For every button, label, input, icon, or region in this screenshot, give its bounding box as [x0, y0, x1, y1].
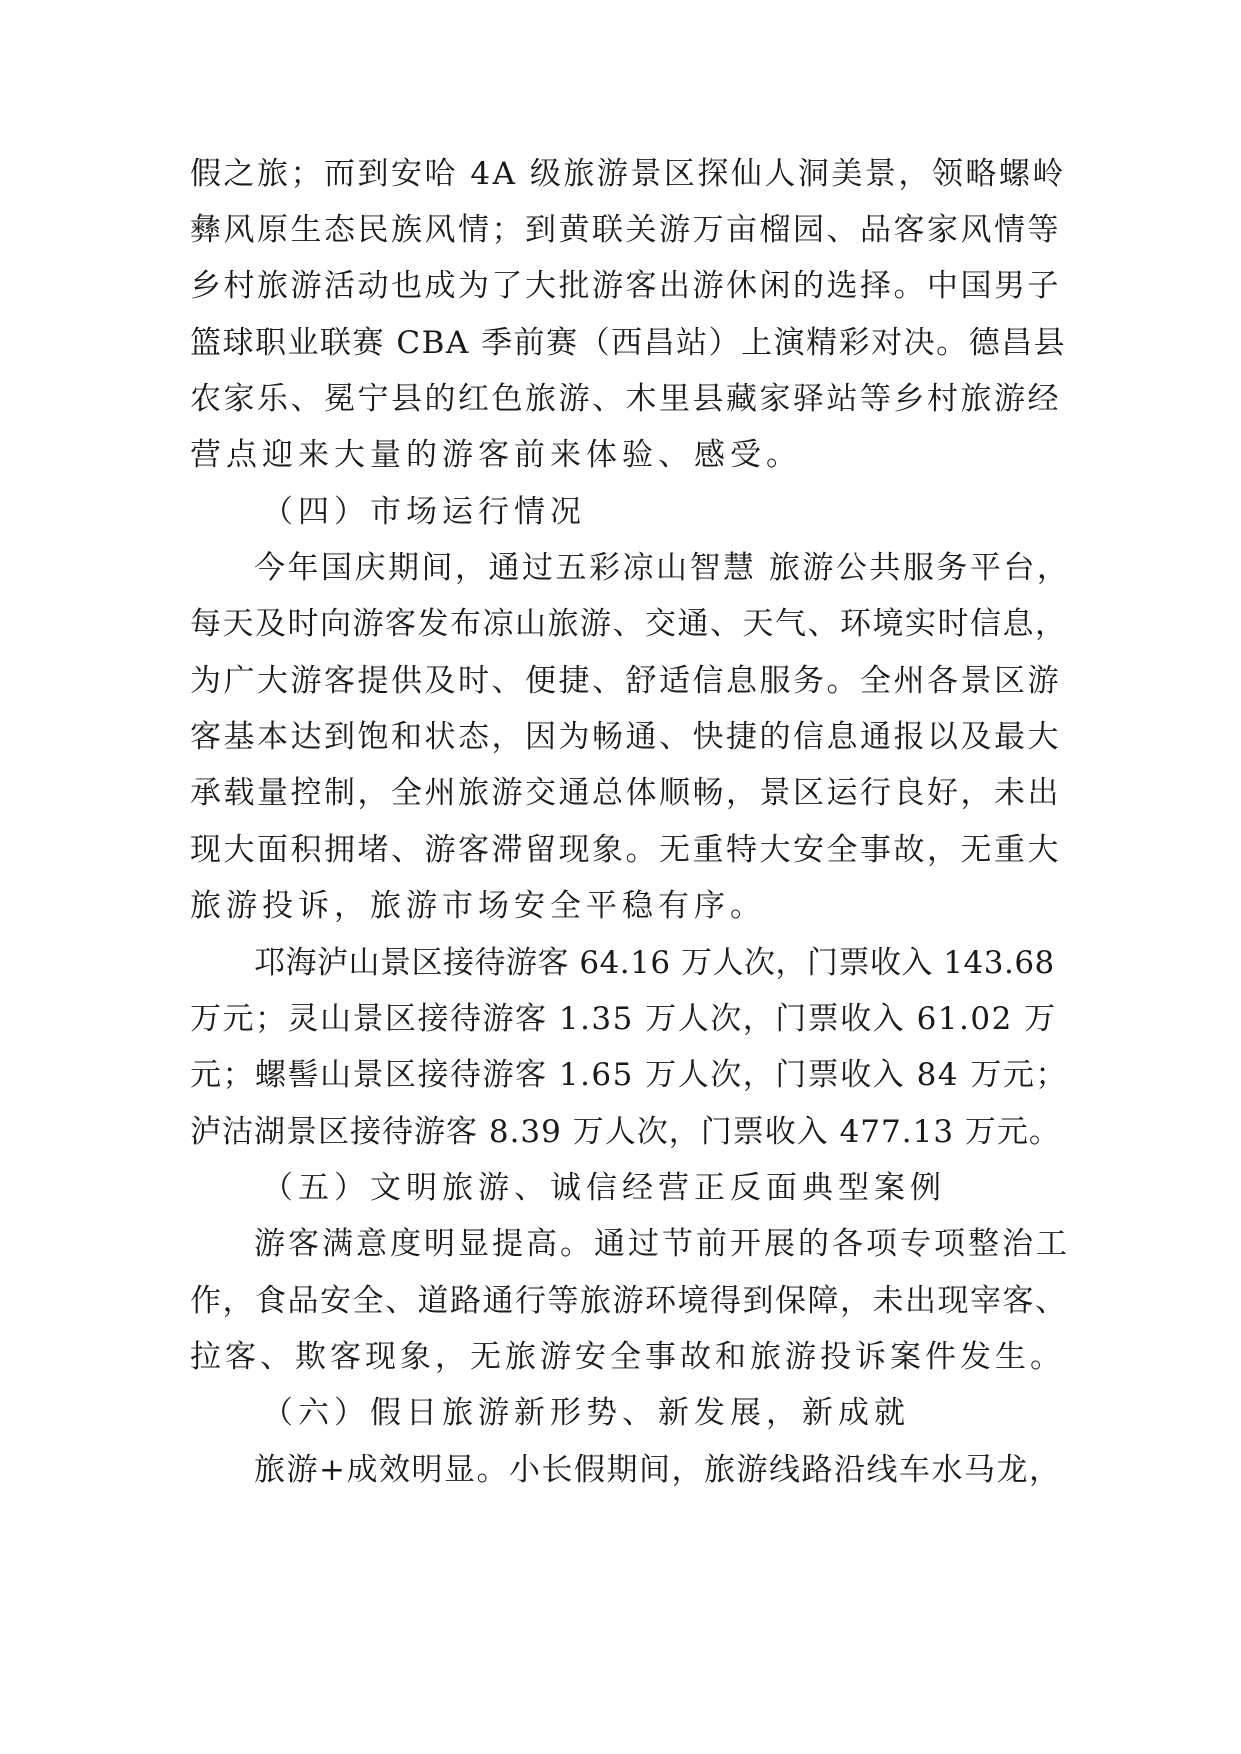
paragraph-line: 旅游投诉，旅游市场安全平稳有序。 — [190, 888, 766, 924]
paragraph-line: 彝风原生态民族风情；到黄联关游万亩榴园、品客家风情等 — [190, 212, 1061, 248]
paragraph-line: 承载量控制，全州旅游交通总体顺畅，景区运行良好，未出 — [190, 775, 1061, 811]
paragraph-line: 泸沽湖景区接待游客 8.39 万人次，门票收入 477.13 万元。 — [190, 1114, 1061, 1150]
paragraph-line: 营点迎来大量的游客前来体验、感受。 — [190, 437, 802, 473]
paragraph-line: 篮球职业联赛 CBA 季前赛（西昌站）上演精彩对决。德昌县 — [190, 325, 1067, 361]
paragraph-line: 万元；灵山景区接待游客 1.35 万人次，门票收入 61.02 万 — [190, 1001, 1057, 1037]
paragraph-line: 农家乐、冕宁县的红色旅游、木里县藏家驿站等乡村旅游经 — [190, 381, 1061, 417]
paragraph-line: 拉客、欺客现象，无旅游安全事故和旅游投诉案件发生。 — [190, 1339, 1065, 1375]
paragraph-line: 现大面积拥堵、游客滞留现象。无重特大安全事故，无重大 — [190, 832, 1061, 868]
paragraph-line: 客基本达到饱和状态，因为畅通、快捷的信息通报以及最大 — [190, 719, 1061, 755]
section-heading: （六）假日旅游新形势、新发展，新成就 — [262, 1395, 910, 1431]
paragraph-line: 为广大游客提供及时、便捷、舒适信息服务。全州各景区游 — [190, 663, 1061, 699]
section-heading: （四）市场运行情况 — [262, 494, 586, 530]
paragraph-line: 假之旅；而到安哈 4A 级旅游景区探仙人洞美景，领略螺岭 — [190, 156, 1066, 192]
paragraph-line: 乡村旅游活动也成为了大批游客出游休闲的选择。中国男子 — [190, 268, 1061, 304]
paragraph-line: 旅游+成效明显。小长假期间，旅游线路沿线车水马龙， — [254, 1452, 1062, 1488]
paragraph-line: 元；螺髻山景区接待游客 1.65 万人次，门票收入 84 万元； — [190, 1057, 1068, 1093]
paragraph-line: 邛海泸山景区接待游客 64.16 万人次，门票收入 143.68 — [254, 945, 1055, 981]
paragraph-line: 作，食品安全、道路通行等旅游环境得到保障，未出现宰客、 — [190, 1283, 1068, 1319]
paragraph-line: 今年国庆期间，通过五彩凉山智慧 旅游公共服务平台， — [254, 550, 1071, 586]
paragraph-line: 游客满意度明显提高。通过节前开展的各项专项整治工 — [254, 1226, 1070, 1262]
section-heading: （五）文明旅游、诚信经营正反面典型案例 — [262, 1170, 946, 1206]
paragraph-line: 每天及时向游客发布凉山旅游、交通、天气、环境实时信息， — [190, 606, 1068, 642]
